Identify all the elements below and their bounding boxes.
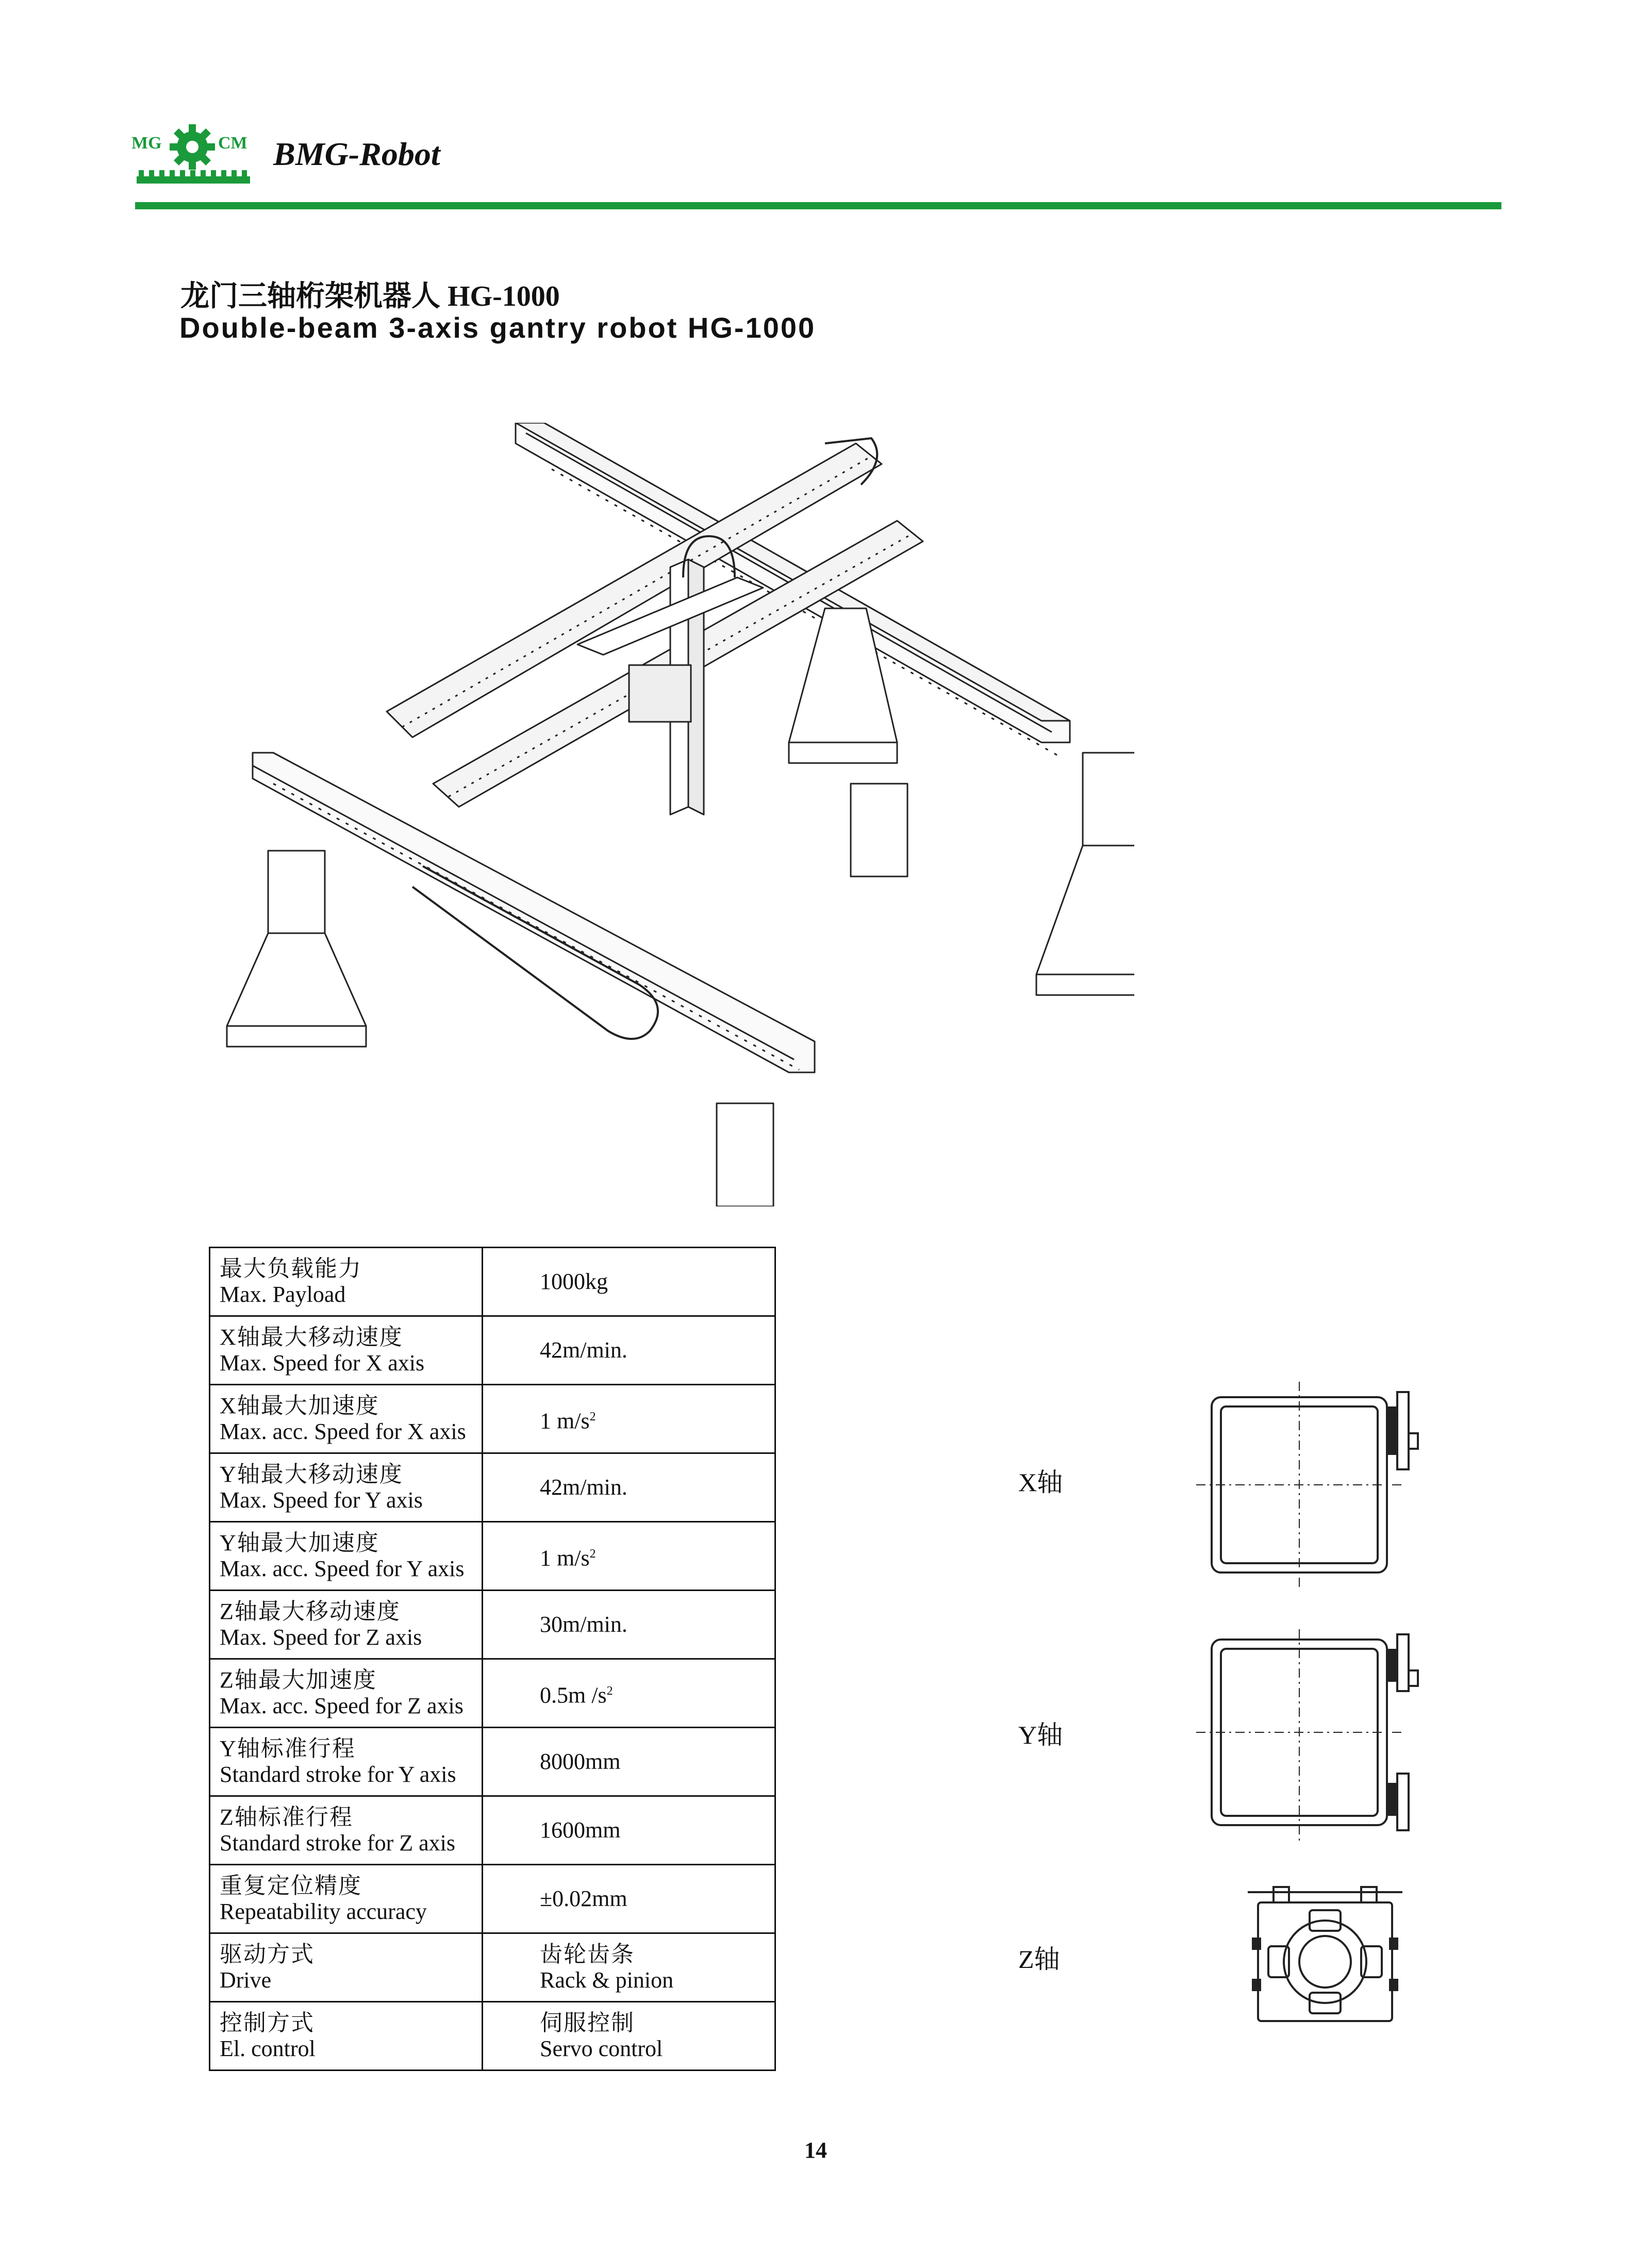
spec-value-cell [483, 1522, 775, 1591]
spec-value: 齿轮齿条 [540, 1942, 635, 1967]
spec-value-cell [483, 1453, 775, 1522]
spec-row [210, 1591, 775, 1659]
page-title-cn: 龙门三轴桁架机器人 HG-1000 [180, 280, 560, 312]
spec-value-cell [483, 1591, 775, 1659]
header-rule [135, 202, 1501, 209]
spec-label-cn: Y轴最大加速度 [220, 1530, 379, 1555]
spec-label-cn: Z轴标准行程 [220, 1805, 353, 1830]
spec-value-cell [483, 1659, 775, 1728]
spec-value: 0.5m /s [540, 1682, 607, 1708]
spec-value-en: Servo control [540, 2036, 663, 2061]
page-title-en: Double-beam 3-axis gantry robot HG-1000 [179, 311, 816, 344]
spec-value-cell [483, 2002, 775, 2071]
spec-value-superscript: 2 [606, 1684, 613, 1698]
spec-row [210, 1248, 775, 1316]
spec-label-en: Max. acc. Speed for Y axis [220, 1556, 465, 1581]
spec-label-cell [210, 1453, 483, 1522]
spec-row [210, 1796, 775, 1865]
spec-label-en: Max. acc. Speed for X axis [220, 1419, 466, 1444]
spec-row [210, 1522, 775, 1591]
spec-label-cell [210, 1933, 483, 2002]
z-axis-label: Z轴 [1018, 1945, 1060, 1974]
z-axis-profile [1243, 1882, 1408, 2026]
spec-value-superscript: 2 [589, 1547, 596, 1561]
logo-rack [137, 170, 250, 184]
spec-value-cell [483, 1316, 775, 1385]
spec-value-cell [483, 1248, 775, 1316]
company-logo [131, 119, 255, 191]
spec-value-cell [483, 1933, 775, 2002]
spec-label-cn: Z轴最大移动速度 [220, 1599, 401, 1624]
spec-value-en: Rack & pinion [540, 1967, 674, 1993]
spec-label-en: Max. Speed for Z axis [220, 1625, 422, 1650]
brand-name: BMG-Robot [273, 136, 440, 172]
spec-row [210, 1659, 775, 1728]
logo-text-right: CM [218, 134, 247, 153]
spec-value-cell [483, 1796, 775, 1865]
spec-label-cell [210, 1385, 483, 1453]
spec-value: 1 m/s [540, 1408, 590, 1434]
spec-row [210, 1316, 775, 1385]
spec-label-cell [210, 1796, 483, 1865]
spec-label-en: Drive [220, 1967, 272, 1993]
spec-label-cn: 最大负载能力 [220, 1256, 362, 1281]
page-number: 14 [804, 2138, 827, 2163]
x-axis-label: X轴 [1018, 1468, 1063, 1497]
spec-row [210, 1453, 775, 1522]
spec-label-en: Max. Speed for X axis [220, 1350, 425, 1376]
spec-label-cell [210, 1865, 483, 1933]
spec-row [210, 1933, 775, 2002]
spec-label-cn: X轴最大移动速度 [220, 1325, 403, 1350]
spec-label-cell [210, 1316, 483, 1385]
gantry-robot-illustration [217, 423, 1134, 1206]
spec-label-cell [210, 1659, 483, 1728]
spec-row [210, 1385, 775, 1453]
spec-label-cn: Y轴标准行程 [220, 1736, 356, 1761]
spec-label-cn: X轴最大加速度 [220, 1393, 379, 1418]
spec-value: 30m/min. [540, 1612, 627, 1637]
spec-row [210, 1865, 775, 1933]
spec-row [210, 1728, 775, 1796]
spec-label-cn: 驱动方式 [220, 1942, 315, 1967]
spec-label-en: El. control [220, 2036, 316, 2061]
spec-row [210, 2002, 775, 2071]
spec-label-cell [210, 1522, 483, 1591]
spec-table [209, 1247, 776, 2071]
spec-value-cell [483, 1865, 775, 1933]
spec-label-en: Max. Speed for Y axis [220, 1487, 423, 1513]
logo-text-left: MG [131, 134, 162, 153]
spec-value: 1600mm [540, 1817, 621, 1843]
spec-label-en: Max. acc. Speed for Z axis [220, 1693, 464, 1718]
spec-value: 42m/min. [540, 1337, 627, 1363]
spec-value-cell [483, 1385, 775, 1453]
spec-label-cell [210, 2002, 483, 2071]
spec-label-cn: Y轴最大移动速度 [220, 1462, 403, 1487]
spec-value-cell [483, 1728, 775, 1796]
spec-value: 1 m/s [540, 1545, 590, 1571]
spec-label-cell [210, 1591, 483, 1659]
spec-label-en: Standard stroke for Y axis [220, 1762, 456, 1787]
spec-label-en: Max. Payload [220, 1282, 346, 1307]
y-axis-label: Y轴 [1018, 1720, 1063, 1749]
spec-value: 伺服控制 [540, 2010, 635, 2035]
spec-label-cn: 重复定位精度 [220, 1873, 362, 1898]
spec-label-cell [210, 1248, 483, 1316]
gear-icon [170, 124, 215, 170]
spec-value: ±0.02mm [540, 1886, 627, 1911]
spec-label-cn: 控制方式 [220, 2010, 315, 2035]
spec-value-superscript: 2 [589, 1410, 596, 1423]
spec-value: 8000mm [540, 1749, 621, 1774]
spec-label-cell [210, 1728, 483, 1796]
x-axis-profile [1196, 1371, 1433, 1588]
spec-label-en: Standard stroke for Z axis [220, 1830, 455, 1856]
spec-label-cn: Z轴最大加速度 [220, 1667, 377, 1693]
spec-value: 1000kg [540, 1269, 608, 1294]
z-axis-column [577, 536, 763, 815]
spec-label-en: Repeatability accuracy [220, 1899, 427, 1924]
y-axis-profile [1196, 1629, 1433, 1846]
spec-value: 42m/min. [540, 1475, 627, 1500]
